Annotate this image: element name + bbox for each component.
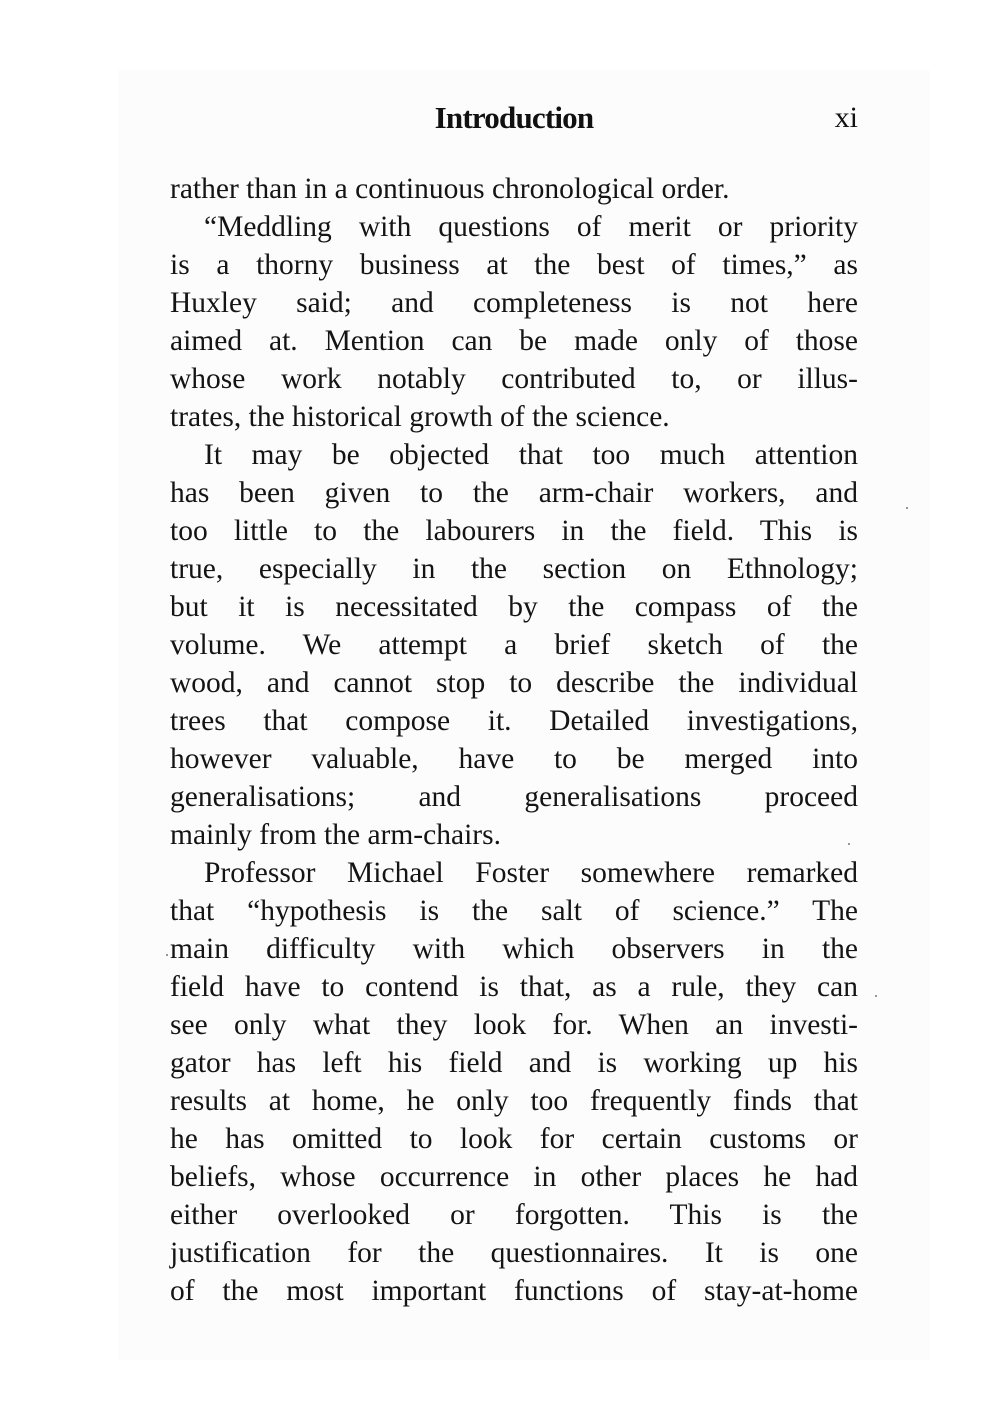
text-line: generalisations; and generalisations proceed [170, 781, 858, 813]
text-line: gator has left his field and is working up his [170, 1047, 858, 1079]
scan-speck [848, 843, 850, 845]
scan-speck [875, 995, 877, 997]
body-text [170, 170, 858, 1310]
text-line: trees that compose it. Detailed investigations, [170, 705, 858, 737]
text-line: main difficulty with which observers in the [170, 933, 858, 965]
text-line: aimed at. Mention can be made only of those [170, 325, 858, 357]
text-line: but it is necessitated by the compass of the [170, 591, 858, 623]
text-line: true, especially in the section on Ethnology; [170, 553, 858, 585]
text-line: too little to the labourers in the field. This is [170, 515, 858, 547]
text-line: he has omitted to look for certain customs or [170, 1123, 858, 1155]
text-line: justification for the questionnaires. It is one [170, 1237, 858, 1269]
scan-speck [906, 507, 908, 509]
text-line: see only what they look for. When an investi- [170, 1009, 858, 1041]
text-line: trates, the historical growth of the science. [170, 401, 670, 433]
text-line: rather than in a continuous chronological order. [170, 173, 730, 205]
text-line: volume. We attempt a brief sketch of the [170, 629, 858, 661]
text-line: has been given to the arm-chair workers, and [170, 477, 858, 509]
text-line: results at home, he only too frequently finds that [170, 1085, 858, 1117]
text-line: beliefs, whose occurrence in other places he had [170, 1161, 858, 1193]
text-line: however valuable, have to be merged into [170, 743, 858, 775]
scan-speck [166, 954, 168, 956]
running-header [170, 96, 858, 140]
running-title: Introduction [434, 100, 594, 135]
text-line: mainly from the arm-chairs. [170, 819, 501, 851]
page-number: xi [834, 101, 858, 134]
text-line: of the most important functions of stay-at-home [170, 1275, 858, 1307]
text-line: is a thorny business at the best of times,” as [170, 249, 858, 281]
text-line: “Meddling with questions of merit or priority [204, 211, 858, 243]
text-line: It may be objected that too much attention [204, 439, 858, 471]
text-line: field have to contend is that, as a rule, they can [170, 971, 858, 1003]
text-line: whose work notably contributed to, or illus- [170, 363, 858, 395]
text-line: that “hypothesis is the salt of science.” The [170, 895, 858, 927]
text-line: Professor Michael Foster somewhere remarked [204, 857, 858, 889]
text-line: either overlooked or forgotten. This is the [170, 1199, 858, 1231]
text-line: Huxley said; and completeness is not here [170, 287, 858, 319]
text-line: wood, and cannot stop to describe the individual [170, 667, 858, 699]
